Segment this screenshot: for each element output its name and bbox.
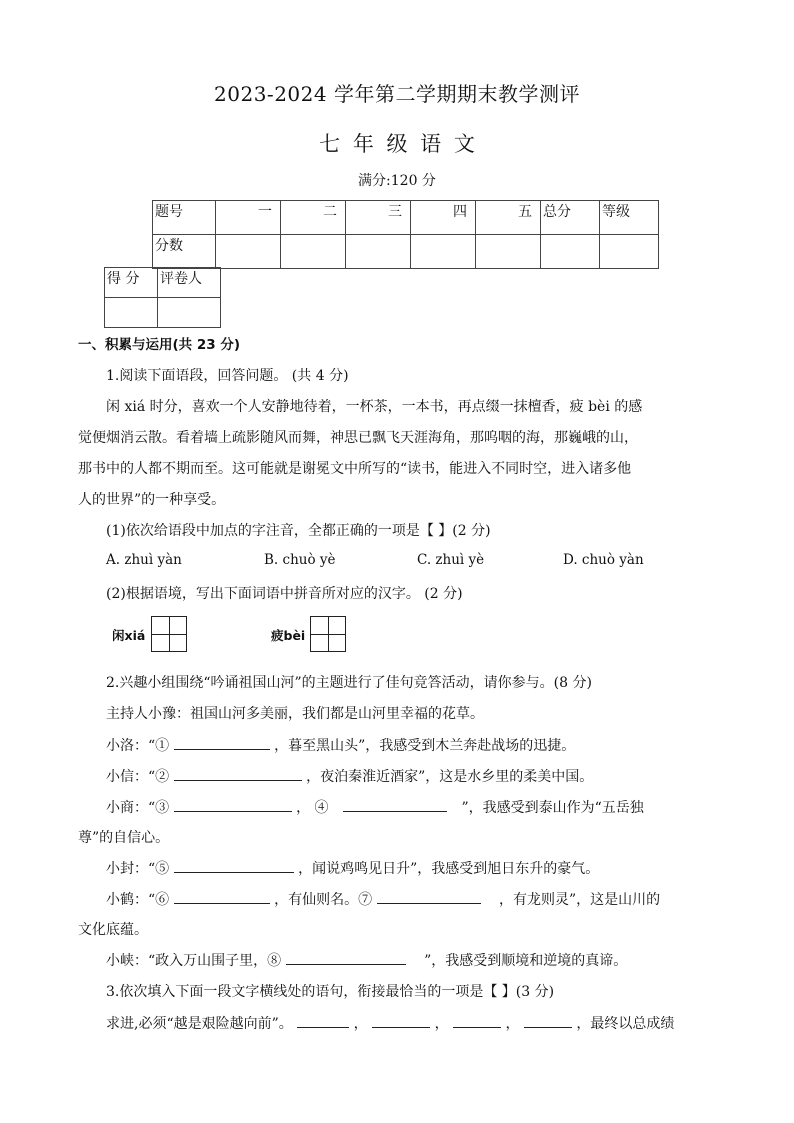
q3-line [106,1013,674,1033]
blank-q3-2[interactable] [372,1013,430,1028]
line-text: 小商：“③ [106,800,170,816]
blank-q3-3[interactable] [453,1013,501,1028]
blank-7[interactable] [377,889,481,904]
box1-label: 闲xiá [112,628,146,643]
line-text: ， [353,1016,368,1032]
answer-box-2[interactable] [310,616,346,652]
line-text: 小信：“② [106,769,170,785]
line-text: ，最终以总成绩 [576,1016,675,1032]
line-text: ”，我感受到顺境和逆境的真谛。 [424,953,628,969]
line-text: ，夜泊秦淮近酒家”，这是水乡里的柔美中国。 [306,769,594,785]
option-d[interactable]: D. chuò yàn [563,552,644,568]
q2-line-feng [106,858,599,878]
table-cell[interactable] [346,235,411,269]
passage-line: 觉便烟消云散。看着墙上疏影随风而舞，神思已飘飞天涯海角，那呜咽的海，那巍峨的山， [78,430,638,446]
score-table [152,200,659,269]
line-text: ”，我感受到泰山作为“五岳独 [461,800,644,816]
q2-prompt: 2.兴趣小组围绕“吟诵祖国山河”的主题进行了佳句竞答活动，请你参与。(8 分) [106,675,592,691]
exam-subtitle: 七 年 级 语 文 [319,132,475,156]
table-cell: 一 [216,201,281,235]
table-cell: 三 [346,201,411,235]
line-text: ，暮至黑山头”，我感受到木兰奔赴战场的迅捷。 [274,738,576,754]
section-heading: 一、积累与运用(共 23 分) [78,337,241,353]
passage-line: 那书中的人都不期而至。这可能就是谢冕文中所写的“读书，能进入不同时空，进入诸多他 [78,461,632,477]
q2-line-shang [106,797,644,817]
table-row [105,268,221,298]
table-cell[interactable] [105,298,158,328]
table-cell: 五 [476,201,541,235]
table-cell[interactable] [476,235,541,269]
table-cell: 分数 [153,235,216,269]
option-c[interactable]: C. zhuì yè [417,552,485,568]
line-text: ， [434,1016,449,1032]
option-b[interactable]: B. chuò yè [264,552,336,568]
passage-line: 闲 xiá 时分，喜欢一个人安静地待着，一杯茶，一本书，再点缀一抹檀香，疲 bèi 的感 [106,399,643,415]
exam-title: 2023-2024 学年第二学期期末教学测评 [214,82,580,106]
table-cell[interactable] [411,235,476,269]
table-cell: 得 分 [105,268,158,298]
line-text: ， ④ [296,800,329,816]
blank-1[interactable] [174,735,270,750]
blank-q3-4[interactable] [524,1013,572,1028]
passage-line: 人的世界”的一种享受。 [78,492,226,508]
line-text: 小洛：“① [106,738,170,754]
q2-line-he-cont: 文化底蕴。 [78,922,148,938]
table-cell: 题号 [153,201,216,235]
table-cell: 评卷人 [158,268,221,298]
table-cell: 二 [281,201,346,235]
q2-line-shang-cont: 尊”的自信心。 [78,830,170,846]
table-row [153,201,659,235]
q2-host: 主持人小豫：祖国山河多美丽，我们都是山河里幸福的花草。 [106,706,484,722]
blank-5[interactable] [174,858,294,873]
line-text: ， [505,1016,520,1032]
blank-2[interactable] [174,766,302,781]
blank-q3-1[interactable] [297,1013,349,1028]
q2-line-he [106,889,660,909]
table-cell[interactable] [600,235,659,269]
line-text: 小峡：“政入万山围子里，⑧ [106,953,282,969]
blank-6[interactable] [174,889,270,904]
grader-table [104,267,221,328]
q1-sub1: (1)依次给语段中加点的字注音，全都正确的一项是【 】(2 分) [106,523,491,539]
line-text: 小封：“⑤ [106,861,170,877]
answer-box-1[interactable] [151,616,187,652]
blank-3[interactable] [174,797,292,812]
table-row [105,298,221,328]
blank-8[interactable] [286,950,406,965]
table-cell[interactable] [158,298,221,328]
q2-line-luo [106,735,575,755]
q1-sub2: (2)根据语境，写出下面词语中拼音所对应的汉字。 (2 分) [106,586,463,602]
q1-prompt: 1.阅读下面语段，回答问题。 (共 4 分) [106,368,349,384]
line-text: 求进,必须“越是艰险越向前”。 [106,1016,293,1032]
line-text: ，闻说鸡鸣见日升”，我感受到旭日东升的豪气。 [298,861,600,877]
table-cell[interactable] [541,235,600,269]
line-text: ，有龙则灵”，这是山川的 [498,892,661,908]
q3-prompt: 3.依次填入下面一段文字横线处的语句，衔接最恰当的一项是【 】(3 分) [106,984,555,1000]
table-cell: 四 [411,201,476,235]
line-text: 小鹤：“⑥ [106,892,170,908]
blank-4[interactable] [343,797,447,812]
table-cell: 总分 [541,201,600,235]
table-cell[interactable] [281,235,346,269]
table-cell: 等级 [600,201,659,235]
full-score: 满分:120 分 [358,173,436,189]
line-text: ，有仙则名。⑦ [274,892,373,908]
q2-line-xia [106,950,627,970]
table-row [153,235,659,269]
option-a[interactable]: A. zhuì yàn [106,552,182,568]
q2-line-xin [106,766,593,786]
box2-label: 疲bèi [271,628,306,643]
table-cell[interactable] [216,235,281,269]
